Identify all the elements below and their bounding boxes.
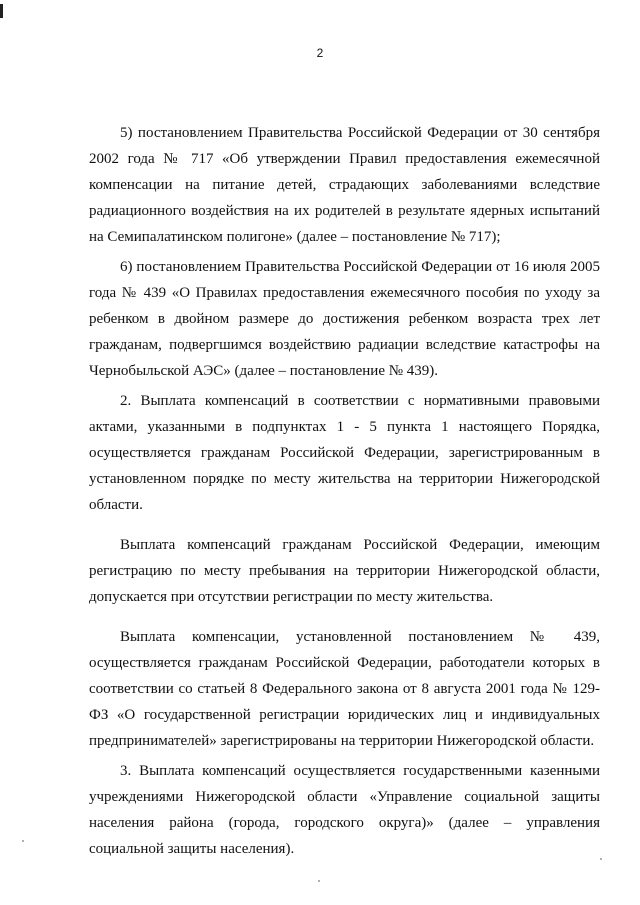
- scan-edge-mark: [0, 4, 3, 18]
- scan-speck: [22, 840, 24, 842]
- paragraph-temporary-registration: Выплата компенсаций гражданам Российской Федерации, имеющим регистрацию по месту пребывания на территории Нижегородской области, допускается при отсутствии регистрации по месту жительства.: [89, 537, 600, 605]
- scan-speck: [318, 880, 320, 882]
- document-body: [89, 120, 600, 862]
- page-number: 2: [316, 46, 324, 60]
- scan-speck: [600, 858, 602, 860]
- paragraph-item-6: 6) постановлением Правительства Российской Федерации от 16 июля 2005 года № 439 «О Правилах предоставления ежемесячного пособия по уходу за ребенком в двойном размере до достижения ребенком возраста трех лет гражданам, подвергшимся воздействию радиации вследствие катастрофы на Чернобыльской АЭС» (далее – постановление № 439).: [89, 259, 600, 379]
- paragraph-clause-2: 2. Выплата компенсаций в соответствии с нормативными правовыми актами, указанными в подпунктах 1 - 5 пункта 1 настоящего Порядка, осуществляется гражданам Российской Федерации, зарегистрированным в установленном порядке по месту жительства на территории Нижегородской области.: [89, 393, 600, 513]
- paragraph-compensation-439: Выплата компенсации, установленной постановлением № 439, осуществляется гражданам Российской Федерации, работодатели которых в соответствии со статьей 8 Федерального закона от 8 августа 2001 года № 129-ФЗ «О государственной регистрации юридических лиц и индивидуальных предпринимателей» зарегистрированы на территории Нижегородской области.: [89, 629, 600, 749]
- paragraph-clause-3: 3. Выплата компенсаций осуществляется государственными казенными учреждениями Нижегородской области «Управление социальной защиты населения района (города, городского округа)» (далее – управления социальной защиты населения).: [89, 763, 600, 857]
- paragraph-item-5: 5) постановлением Правительства Российской Федерации от 30 сентября 2002 года № 717 «Об утверждении Правил предоставления ежемесячной компенсации на питание детей, страдающих заболеваниями вследствие радиационного воздействия на их родителей в результате ядерных испытаний на Семипалатинском полигоне» (далее – постановление № 717);: [89, 125, 600, 245]
